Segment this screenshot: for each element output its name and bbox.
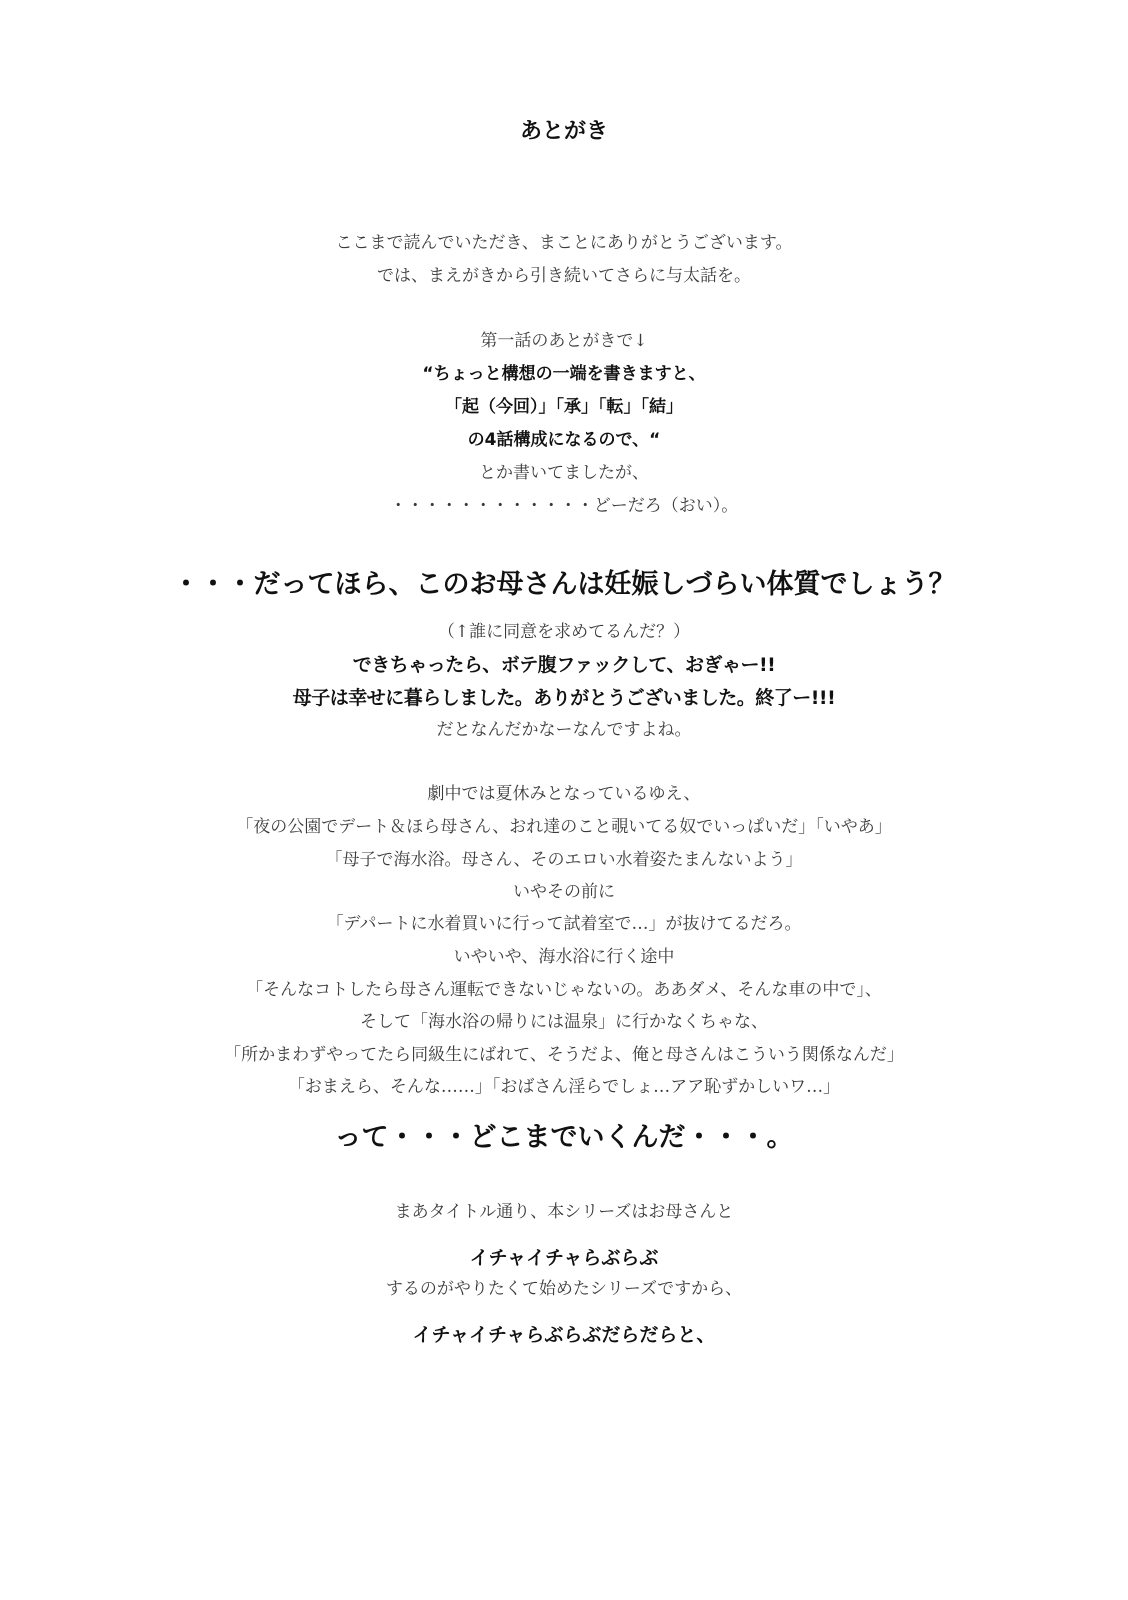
middle-line-7: 「そんなコトしたら母さん運転できないじゃないの。ああダメ、そんな車の中で」、 (246, 980, 882, 1000)
page-title: あとがき (519, 119, 608, 144)
aside-line: （↑誰に同意を求めてるんだ？） (437, 622, 691, 642)
headline-2: って・・・どこまでいくんだ・・・。 (334, 1122, 794, 1153)
intro-line-1: ここまで読んでいただき、まことにありがとうございます。 (335, 233, 793, 253)
middle-line-1: 劇中では夏休みとなっているゆえ、 (427, 784, 701, 804)
quote-line-3: の4話構成になるので、“ (467, 430, 661, 450)
closing-bold-2: イチャイチャらぶらぶだらだらと、 (412, 1324, 716, 1346)
closing-line-2: するのがやりたくて始めたシリーズですから、 (385, 1279, 743, 1299)
middle-line-6: いやいや、海水浴に行く途中 (453, 947, 675, 967)
middle-line-2: 「夜の公園でデート＆ほら母さん、おれ達のこと覗いてる奴でいっぱいだ」「いやあ」 (236, 817, 892, 837)
headline-1: ・・・だってほら、このお母さんは妊娠しづらい体質でしょう？ (172, 569, 956, 600)
after-pop-line: だとなんだかなーなんですよね。 (436, 720, 692, 740)
middle-line-5: 「デパートに水着買いに行って試着室で…」が抜けてるだろ。 (326, 914, 802, 934)
pop-line-2: 母子は幸せに暮らしました。ありがとうございました。終了ー!!! (292, 687, 836, 709)
quote-line-1: “ちょっと構想の一端を書きますと、 (422, 364, 706, 384)
quote-follow-1: とか書いてましたが、 (479, 463, 649, 483)
quote-line-2: 「起（今回）」「承」「転」「結」 (445, 397, 683, 417)
middle-line-8: そして「海水浴の帰りには温泉」に行かなくちゃな、 (360, 1012, 768, 1032)
quote-follow-2: ・・・・・・・・・・・・どーだろ（おい）。 (389, 496, 739, 516)
intro-line-2: では、まえがきから引き続いてさらに与太話を。 (377, 266, 751, 286)
middle-line-9: 「所かまわずやってたら同級生にばれて、そうだよ、俺と母さんはこういう関係なんだ」 (224, 1045, 904, 1065)
closing-bold-1: イチャイチャらぶらぶ (469, 1247, 659, 1269)
middle-line-4: いやその前に (513, 882, 615, 902)
middle-line-10: 「おまえら、そんな……」「おばさん淫らでしょ…アア恥ずかしいワ…」 (287, 1077, 841, 1097)
closing-line-1: まあタイトル通り、本シリーズはお母さんと (394, 1202, 734, 1222)
middle-line-3: 「母子で海水浴。母さん、そのエロい水着姿たまんないよう」 (325, 850, 803, 870)
quote-lead: 第一話のあとがきで↓ (480, 331, 648, 351)
pop-line-1: できちゃったら、ボテ腹ファックして、おぎゃー!! (352, 654, 776, 676)
